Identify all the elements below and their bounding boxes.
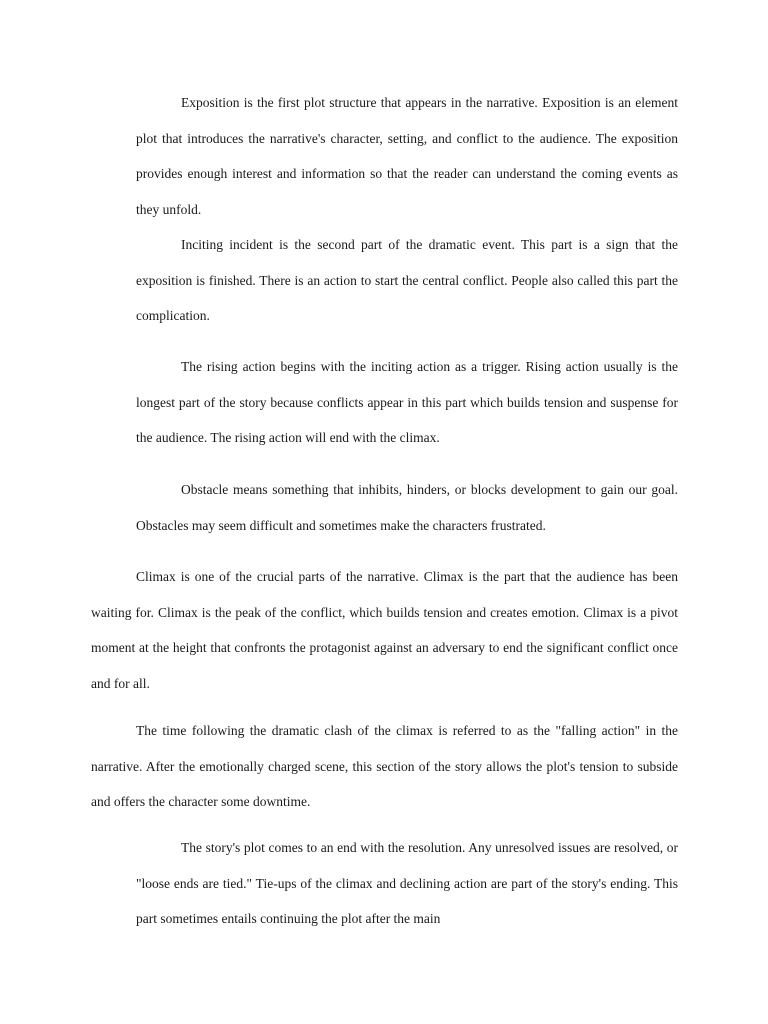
- paragraph-falling-action: The time following the dramatic clash of the climax is referred to as the "falling action" in the narrative. After the emotionally charged scene, this section of the story allows the plot's tension to subside and offers the character some downtime.: [91, 723, 678, 809]
- paragraph-exposition: Exposition is the first plot structure that appears in the narrative. Exposition is an element plot that introduces the narrative's character, setting, and conflict to the audience. The exposition provides enough interest and information so that the reader can understand the coming events as they unfold.: [136, 95, 678, 217]
- paragraph-climax: Climax is one of the crucial parts of the narrative. Climax is the part that the audience has been waiting for. Climax is the peak of the conflict, which builds tension and creates emotion. Climax is a pivot moment at the height that confronts the protagonist against an adversary to end the significant conflict once and for all.: [91, 569, 678, 691]
- paragraph-rising-action: The rising action begins with the inciting action as a trigger. Rising action usually is the longest part of the story because conflicts appear in this part which builds tension and suspense for the audience. The rising action will end with the climax.: [136, 359, 678, 445]
- paragraph-inciting-incident: Inciting incident is the second part of the dramatic event. This part is a sign that the exposition is finished. There is an action to start the central conflict. People also called this part the complication.: [136, 237, 678, 323]
- paragraph-resolution: The story's plot comes to an end with the resolution. Any unresolved issues are resolved, or "loose ends are tied." Tie-ups of the climax and declining action are part of the story's ending. This part sometimes entails continuing the plot after the main: [136, 840, 678, 926]
- paragraph-obstacle: Obstacle means something that inhibits, hinders, or blocks development to gain our goal. Obstacles may seem difficult and sometimes make the characters frustrated.: [136, 482, 678, 533]
